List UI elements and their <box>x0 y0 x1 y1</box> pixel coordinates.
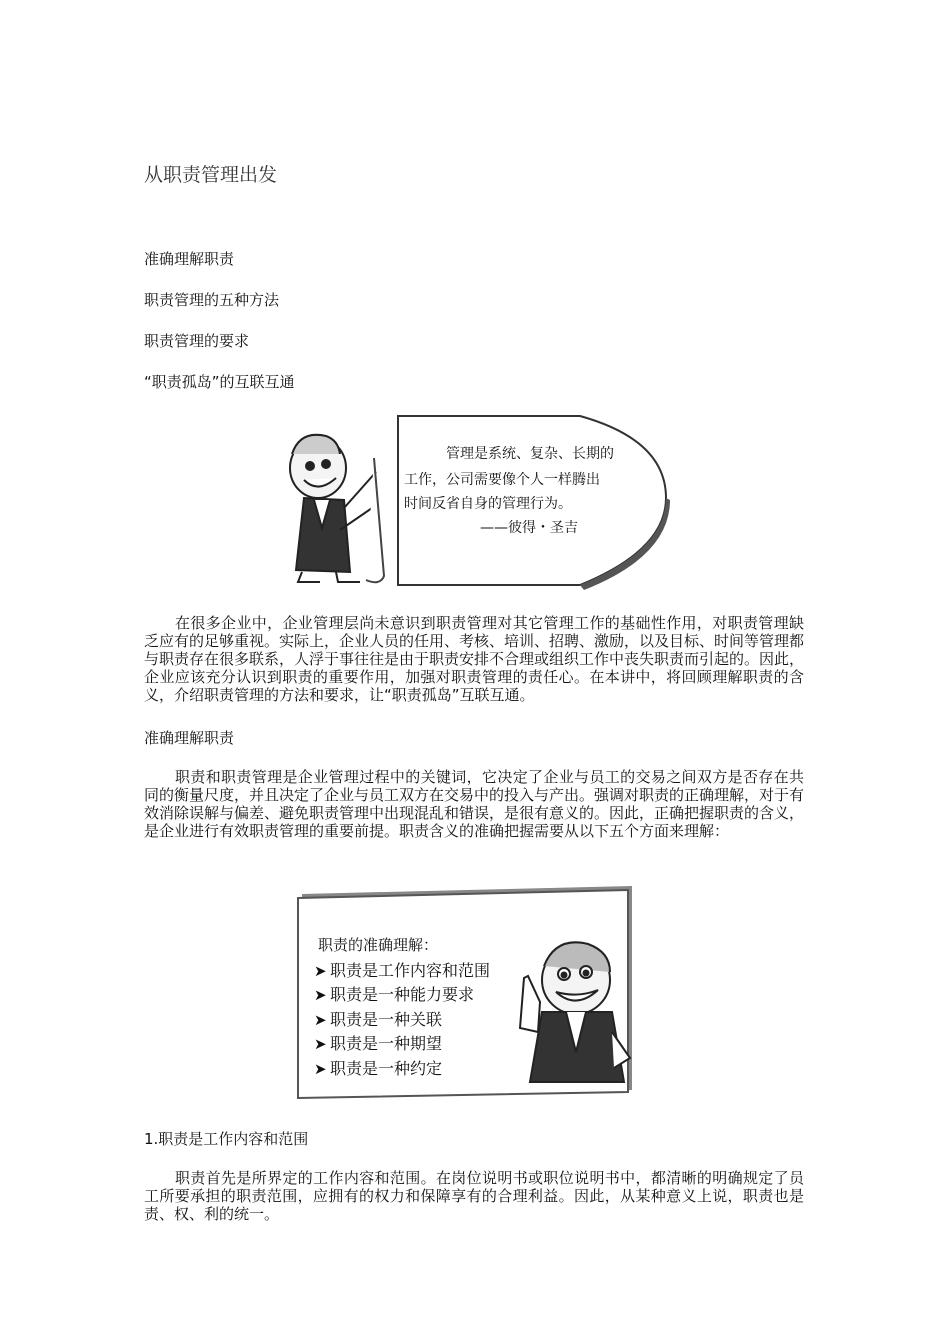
bullet-icon: ➤ <box>314 1011 327 1029</box>
list-item: 职责是一种能力要求 <box>330 985 475 1004</box>
list-item: 职责是一种关联 <box>330 1010 443 1029</box>
bullet-icon: ➤ <box>314 1035 327 1053</box>
bullet-icon: ➤ <box>314 986 327 1004</box>
quote-line: 管理是系统、复杂、长期的 <box>446 446 614 462</box>
quote-attribution: ——彼得・圣吉 <box>480 520 578 536</box>
list-heading: 职责的准确理解： <box>318 936 439 954</box>
cartoon-man-figure <box>290 435 376 582</box>
page-title: 从职责管理出发 <box>144 164 278 186</box>
quote-line: 时间反省自身的管理行为。 <box>404 496 572 512</box>
toc-item: “职责孤岛”的互联互通 <box>144 373 295 391</box>
section-heading: 1.职责是工作内容和范围 <box>144 1130 309 1148</box>
body-paragraph: 职责首先是所界定的工作内容和范围。在岗位说明书或职位说明书中，都清晰的明确规定了员工所要承担的职责范围，应拥有的权力和保障享有的合理利益。因此，从某种意义上说，职责也是责、权、利的统一。 <box>144 1169 804 1223</box>
toc-item: 职责管理的五种方法 <box>144 291 280 309</box>
quote-illustration <box>280 410 670 592</box>
list-item: 职责是一种约定 <box>330 1059 443 1078</box>
list-item: 职责是工作内容和范围 <box>330 961 491 980</box>
bullet-icon: ➤ <box>314 1060 327 1078</box>
key-points-illustration <box>294 882 640 1100</box>
section-heading: 准确理解职责 <box>144 729 235 747</box>
toc-item: 职责管理的要求 <box>144 332 250 350</box>
body-paragraph: 职责和职责管理是企业管理过程中的关键词，它决定了企业与员工的交易之间双方是否存在共同的衡量尺度，并且决定了企业与员工双方在交易中的投入与产出。强调对职责的正确理解，对于有效消除误解与偏差、避免职责管理中出现混乱和错误，是很有意义的。因此，正确把握职责的含义，是企业进行有效职责管理的重要前提。职责含义的准确把握需要从以下五个方面来理解： <box>144 768 805 840</box>
quote-line: 工作，公司需要像个人一样腾出 <box>404 472 600 488</box>
list-item: 职责是一种期望 <box>330 1034 443 1053</box>
bullet-icon: ➤ <box>314 962 327 980</box>
intro-paragraph: 在很多企业中，企业管理层尚未意识到职责管理对其它管理工作的基础性作用，对职责管理缺乏应有的足够重视。实际上，企业人员的任用、考核、培训、招聘、激励，以及目标、时间等管理都与职责存在很多联系，人浮于事往往是由于职责安排不合理或组织工作中丧失职责而引起的。因此，企业应该充分认识到职责的重要作用，加强对职责管理的责任心。在本讲中，将回顾理解职责的含义，介绍职责管理的方法和要求，让“职责孤岛”互联互通。 <box>144 614 805 704</box>
toc-item: 准确理解职责 <box>144 250 235 268</box>
scroll-board <box>366 458 384 582</box>
